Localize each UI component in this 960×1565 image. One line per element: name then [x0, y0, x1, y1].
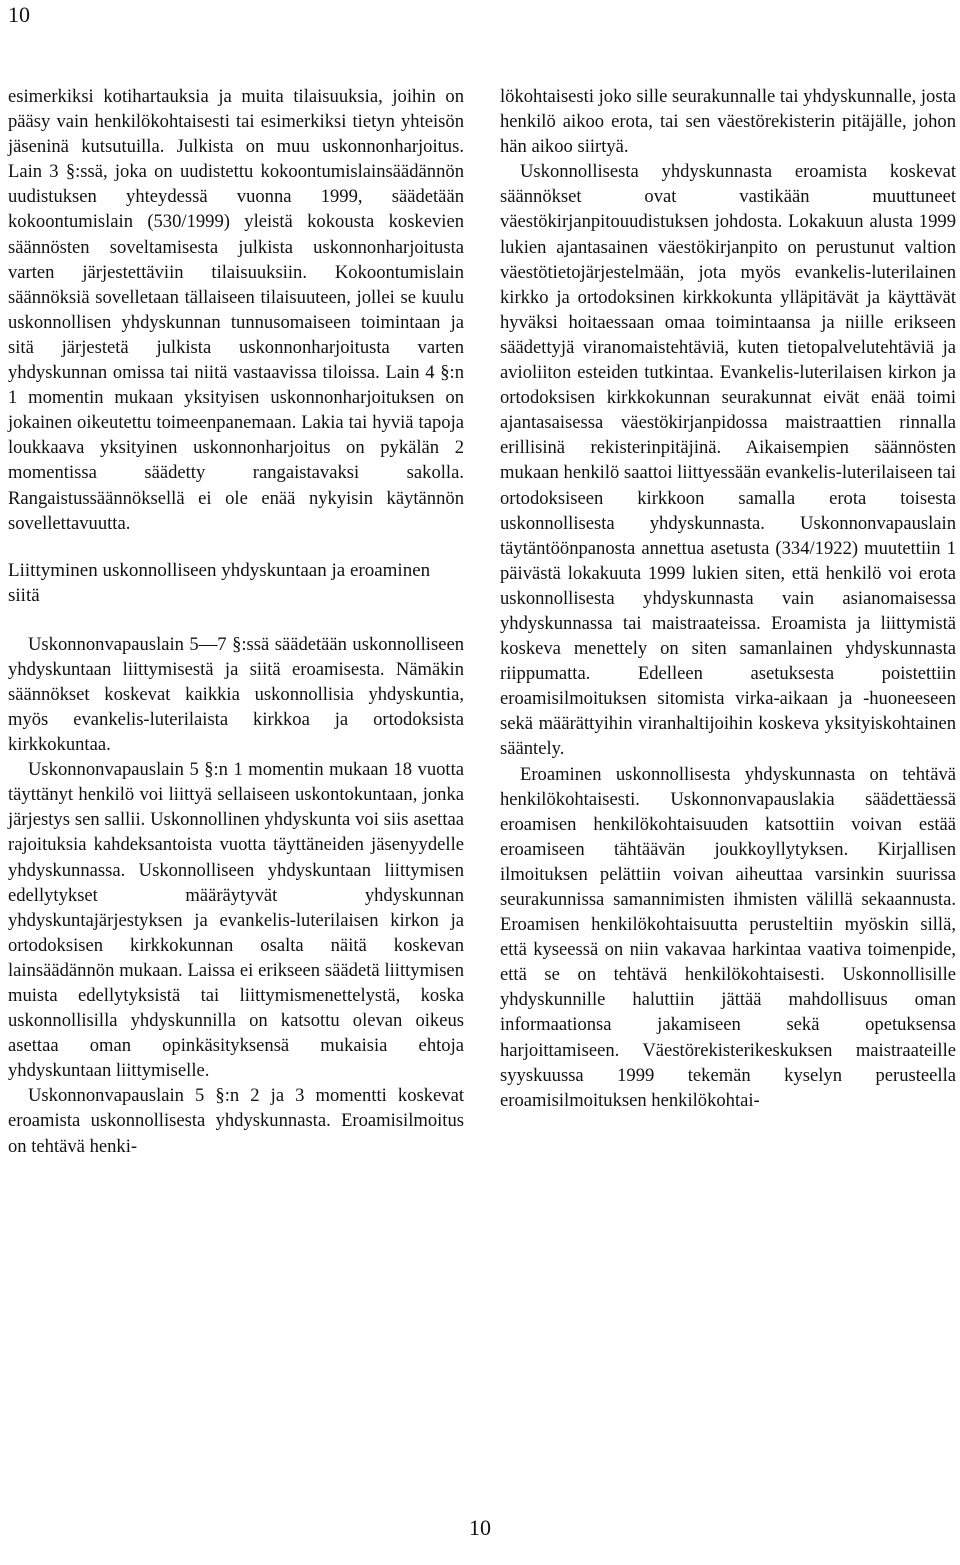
page-number-top: 10 — [8, 2, 30, 27]
body-paragraph: Uskonnonvapauslain 5 §:n 2 ja 3 momentti koskevat eroamista uskonnollisesta yhdyskunnasta. Eroamisilmoitus on tehtävä henki- — [8, 1085, 464, 1157]
body-paragraph: Uskonnonvapauslain 5 §:n 1 momentin mukaan 18 vuotta täyttänyt henkilö voi liittyä sellaiseen uskontokuntaan, jonka järjestys sen sallii. Uskonnollinen yhdyskunta voi siis asettaa rajoituksia kahdeksantoista vuotta täyttäneiden jäsenyydelle yhdyskunnassa. Uskonnolliseen yhdyskuntaan liittymisen edellytykset määräytyvät yhdyskunnan yhdyskuntajärjestyksen ja evankelis-luterilaisen kirkon ja ortodoksisen kirkkokunnan osalta näitä koskevan lainsäädännön mukaan. Laissa ei erikseen säädetä liittymisen muista edellytyksistä tai liittymismenettelystä, koska uskonnollisilla yhdyskunnilla on katsottu olevan oikeus asettaa oman opinkäsityksensä mukaisia ehtoja yhdyskuntaan liittymiselle. — [8, 759, 464, 1082]
right-column — [500, 84, 956, 1113]
page-number-bottom: 10 — [469, 1515, 491, 1540]
body-paragraph: Eroaminen uskonnollisesta yhdyskunnasta on tehtävä henkilökohtaisesti. Uskonnonvapauslakia säädettäessä eroamisen henkilökohtaisuuden katsottiin voivan estää eroamiseen tähtäävän joukkoyllytyksen. Kirjallisen ilmoituksen pelättiin voivan aiheuttaa varsinkin suurissa seurakunnissa samannimisten ihmisten välillä sekaannusta. Eroamisen henkilökohtaisuutta perusteltiin myöskin sillä, että kyseessä on niin vakavaa harkintaa vaativa toimenpide, että se on tehtävä henkilökohtaisesti. Uskonnollisille yhdyskunnille haluttiin jättää mahdollisuus oman informaationsa jakamiseen sekä opetuksensa harjoittamiseen. Väestörekisterikeskuksen maistraateille syyskuussa 1999 tekemän kyselyn perusteella eroamisilmoituksen henkilökohtai- — [500, 763, 956, 1111]
body-paragraph: lökohtaisesti joko sille seurakunnalle tai yhdyskunnalle, josta henkilö aikoo erota, tai sen väestörekisterin pitäjälle, johon hän aikoo siirtyä. — [500, 86, 956, 158]
body-paragraph: Uskonnollisesta yhdyskunnasta eroamista koskevat säännökset ovat vastikään muuttuneet väestökirjanpitouudistuksen johdosta. Lokakuun alusta 1999 lukien ajantasainen väestökirjanpito on perustunut valtion väestötietojärjestelmään, jota myös evankelis-luterilainen kirkko ja ortodoksinen kirkkokunta ylläpitävät ja käyttävät hyväksi hoitaessaan omaa toimintaansa ja niille erikseen säädettyjä viranomaistehtäviä, kuten tietopalvelutehtäviä ja avioliiton esteiden tutkintaa. Evankelis-luterilaisen kirkon ja ortodoksisen kirkkokunnan seurakunnat eivät enää toimi ajantasaisessa väestökirjanpidossa maistraattien rinnalla erillisinä rekisterinpitäjinä. Aikaisempien säännösten mukaan henkilö saattoi liittyessään evankelis-luterilaiseen tai ortodoksiseen kirkkoon samalla erota toisesta uskonnollisesta yhdyskunnasta. Uskonnonvapauslain täytäntöönpanosta annettua asetusta (334/1922) muutettiin 1 päivästä lokakuuta 1999 lukien siten, että henkilö voi erota uskonnollisesta yhdyskunnasta vain asianomaisessa yhdyskunnassa tai maistraateissa. Eroamista ja liittymistä koskeva menettely on siten samanlainen yhdyskunnasta riippumatta. Edelleen asetuksesta poistettiin eroamisilmoituksen sitomista virka-aikaan ja -huoneeseen sekä määrättyihin viranhaltijoihin koskeva yksityiskohtainen sääntely. — [500, 161, 956, 760]
body-paragraph: esimerkiksi kotihartauksia ja muita tilaisuuksia, joihin on pääsy vain henkilökohtaisesti tai esimerkiksi tietyn yhteisön jäseninä kutsutuilla. Julkista on muu uskonnonharjoitus. Lain 3 §:ssä, joka on uudistettu kokoontumislainsäädännön uudistuksen yhteydessä vuonna 1999, säädetään kokoontumislain (530/1999) yleistä kokousta koskevien säännösten soveltamisesta julkista uskonnonharjoitusta varten järjestettäviin tilaisuuksiin. Kokoontumislain säännöksiä sovelletaan tällaiseen tilaisuuteen, jollei se kuulu uskonnollisen yhdyskunnan tunnusomaiseen toimintaan ja sitä järjestetä julkista uskonnonharjoitusta varten yhdyskunnan omissa tai niitä vastaavissa tiloissa. Lain 4 §:n 1 momentin mukaan yksityisen uskonnonharjoituksen on jokainen oikeutettu toimeenpanemaan. Lakia tai hyviä tapoja loukkaava yksityinen uskonnonharjoitus on pykälän 2 momentissa säädetty rangaistavaksi sakolla. Rangaistussäännöksellä ei ole enää nykyisin käytännön sovellettavuutta. — [8, 86, 464, 534]
body-paragraph: Uskonnonvapauslain 5—7 §:ssä säädetään uskonnolliseen yhdyskuntaan liittymisestä ja siitä eroamisesta. Nämäkin säännökset koskevat kaikkia uskonnollisia yhdyskuntia, myös evankelis-luterilaista kirkkoa ja ortodoksista kirkkokuntaa. — [8, 633, 464, 756]
section-heading: Liittyminen uskonnolliseen yhdyskuntaan ja eroaminen siitä — [8, 559, 431, 606]
left-column — [8, 84, 464, 1159]
